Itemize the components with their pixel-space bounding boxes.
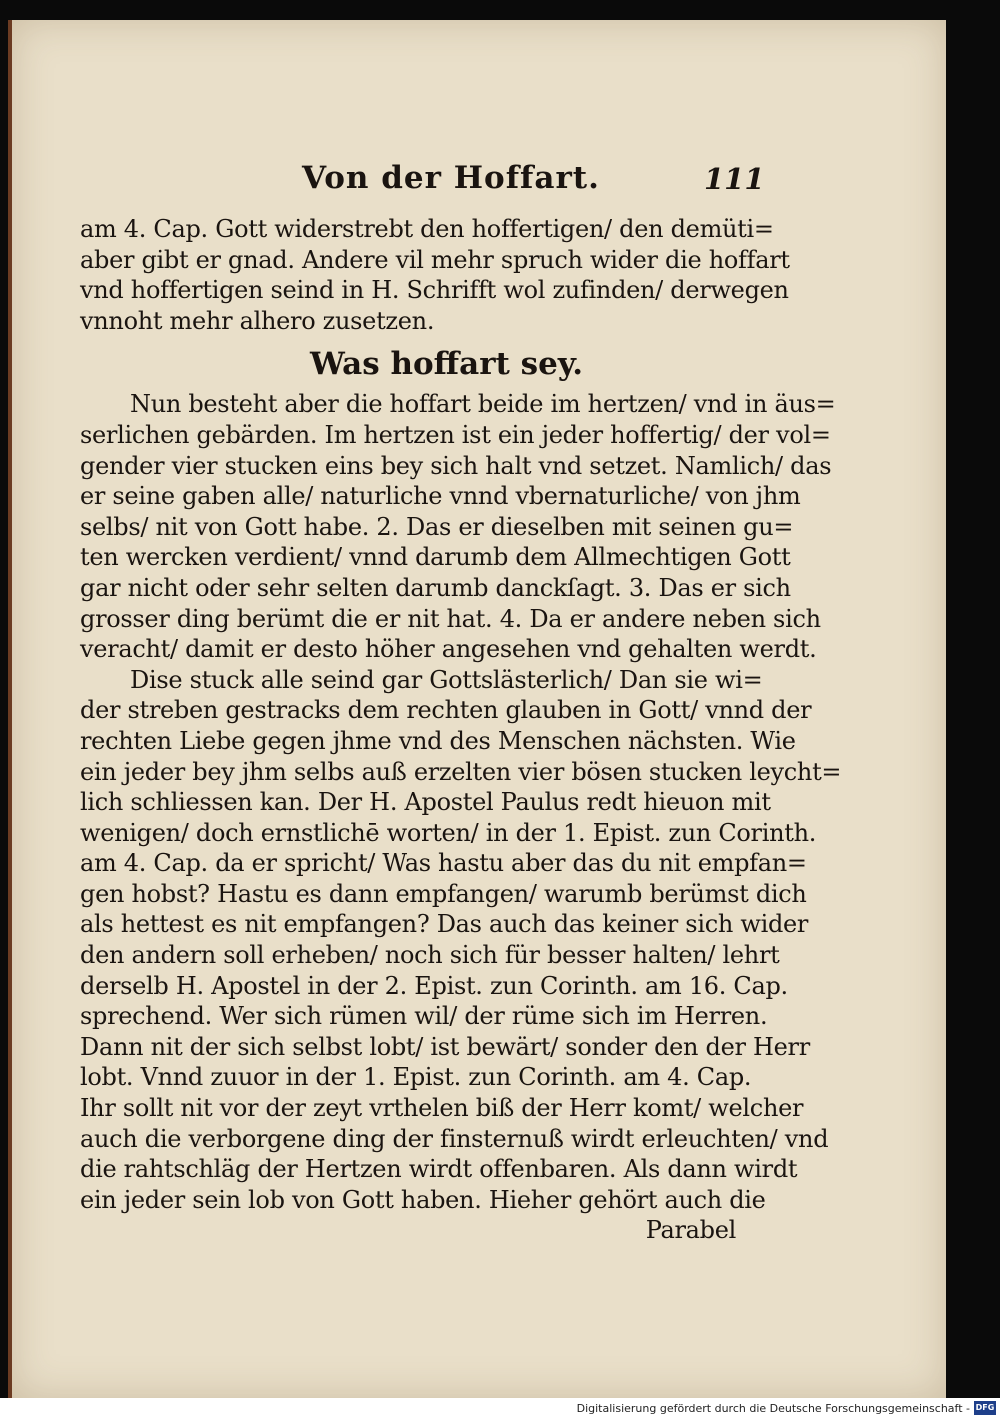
- text-line: am 4. Cap. Gott widerstrebt den hoffertigen/ den demüti=: [80, 215, 774, 243]
- text-line: als hettest es nit empfangen? Das auch das keiner sich wider: [80, 910, 809, 939]
- dfg-logo-icon: DFG: [974, 1401, 996, 1415]
- text-line: er seine gaben alle/ naturliche vnnd vbernaturliche/ von jhm: [80, 482, 801, 511]
- text-line: Ihr sollt nit vor der zeyt vrthelen biß der Herr komt/ welcher: [80, 1094, 804, 1123]
- text-line: vnnoht mehr alhero zusetzen.: [80, 306, 435, 335]
- text-line: vnd hoffertigen seind in H. Schrifft wol zufinden/ derwegen: [80, 276, 789, 305]
- text-line: derselb H. Apostel in der 2. Epist. zun Corinth. am 16. Cap.: [80, 971, 788, 1000]
- text-line: der streben gestracks dem rechten glauben in Gott/ vnnd der: [80, 696, 812, 725]
- text-line: ein jeder bey jhm selbs auß erzelten vier bösen stucken leycht=: [80, 757, 842, 786]
- text-line: am 4. Cap. da er spricht/ Was hastu aber das du nit empfan=: [80, 849, 807, 878]
- text-line: grosser ding berümt die er nit hat. 4. Da er andere neben sich: [80, 604, 821, 633]
- text-line: aber gibt er gnad. Andere vil mehr spruch wider die hoffart: [80, 245, 790, 274]
- text-line: ein jeder sein lob von Gott haben. Hieher gehört auch die: [80, 1185, 766, 1214]
- text-line: sprechend. Wer sich rümen wil/ der rüme sich im Herren.: [80, 1002, 768, 1031]
- page-number: 111: [704, 162, 765, 196]
- text-line: die rahtschläg der Hertzen wirdt offenbaren. Als dann wirdt: [80, 1155, 798, 1184]
- page-header: [80, 156, 765, 214]
- catchword: Parabel: [645, 1216, 736, 1245]
- text-line: auch die verborgene ding der finsternuß wirdt erleuchten/ vnd: [80, 1124, 829, 1153]
- text-line: gar nicht oder sehr selten darumb danckſagt. 3. Das er sich: [80, 573, 791, 602]
- text-line: ten wercken verdient/ vnnd darumb dem Allmechtigen Gott: [80, 543, 791, 572]
- text-line: lich schliessen kan. Der H. Apostel Paulus redt hieuon mit: [80, 788, 771, 817]
- text-line: den andern soll erheben/ noch sich für besser halten/ lehrt: [80, 941, 780, 970]
- text-line: wenigen/ doch ernstlichē worten/ in der 1. Epist. zun Corinth.: [80, 818, 817, 847]
- text-line: veracht/ damit er desto höher angesehen vnd gehalten werdt.: [80, 635, 817, 664]
- text-line: gender vier stucken eins bey sich halt vnd setzet. Namlich/ das: [80, 451, 832, 480]
- text-line: Nun besteht aber die hoffart beide im hertzen/ vnd in äus=: [130, 390, 836, 419]
- text-block: [80, 156, 842, 1246]
- text-line: gen hobst? Hastu es dann empfangen/ warumb berümst dich: [80, 879, 807, 908]
- text-line: Dise stuck alle seind gar Gottslästerlich/ Dan sie wi=: [130, 665, 763, 694]
- text-line: selbs/ nit von Gott habe. 2. Das er dieselben mit seinen gu=: [80, 512, 794, 541]
- book-page: [8, 20, 946, 1398]
- footer-bar: [0, 1398, 1000, 1420]
- text-line: lobt. Vnnd zuuor in der 1. Epist. zun Corinth. am 4. Cap.: [80, 1063, 752, 1092]
- text-line: rechten Liebe gegen jhme vnd des Menschen nächsten. Wie: [80, 726, 796, 755]
- text-line: serlichen gebärden. Im hertzen ist ein jeder hoffertig/ der vol=: [80, 420, 831, 449]
- text-line: Dann nit der sich selbst lobt/ ist bewärt/ sonder den der Herr: [80, 1032, 810, 1061]
- funding-notice: Digitalisierung gefördert durch die Deutsche Forschungsgemeinschaft -: [576, 1402, 970, 1415]
- running-head: Von der Hoffart.: [302, 160, 600, 196]
- section-heading: Was hoffart sey.: [310, 346, 584, 383]
